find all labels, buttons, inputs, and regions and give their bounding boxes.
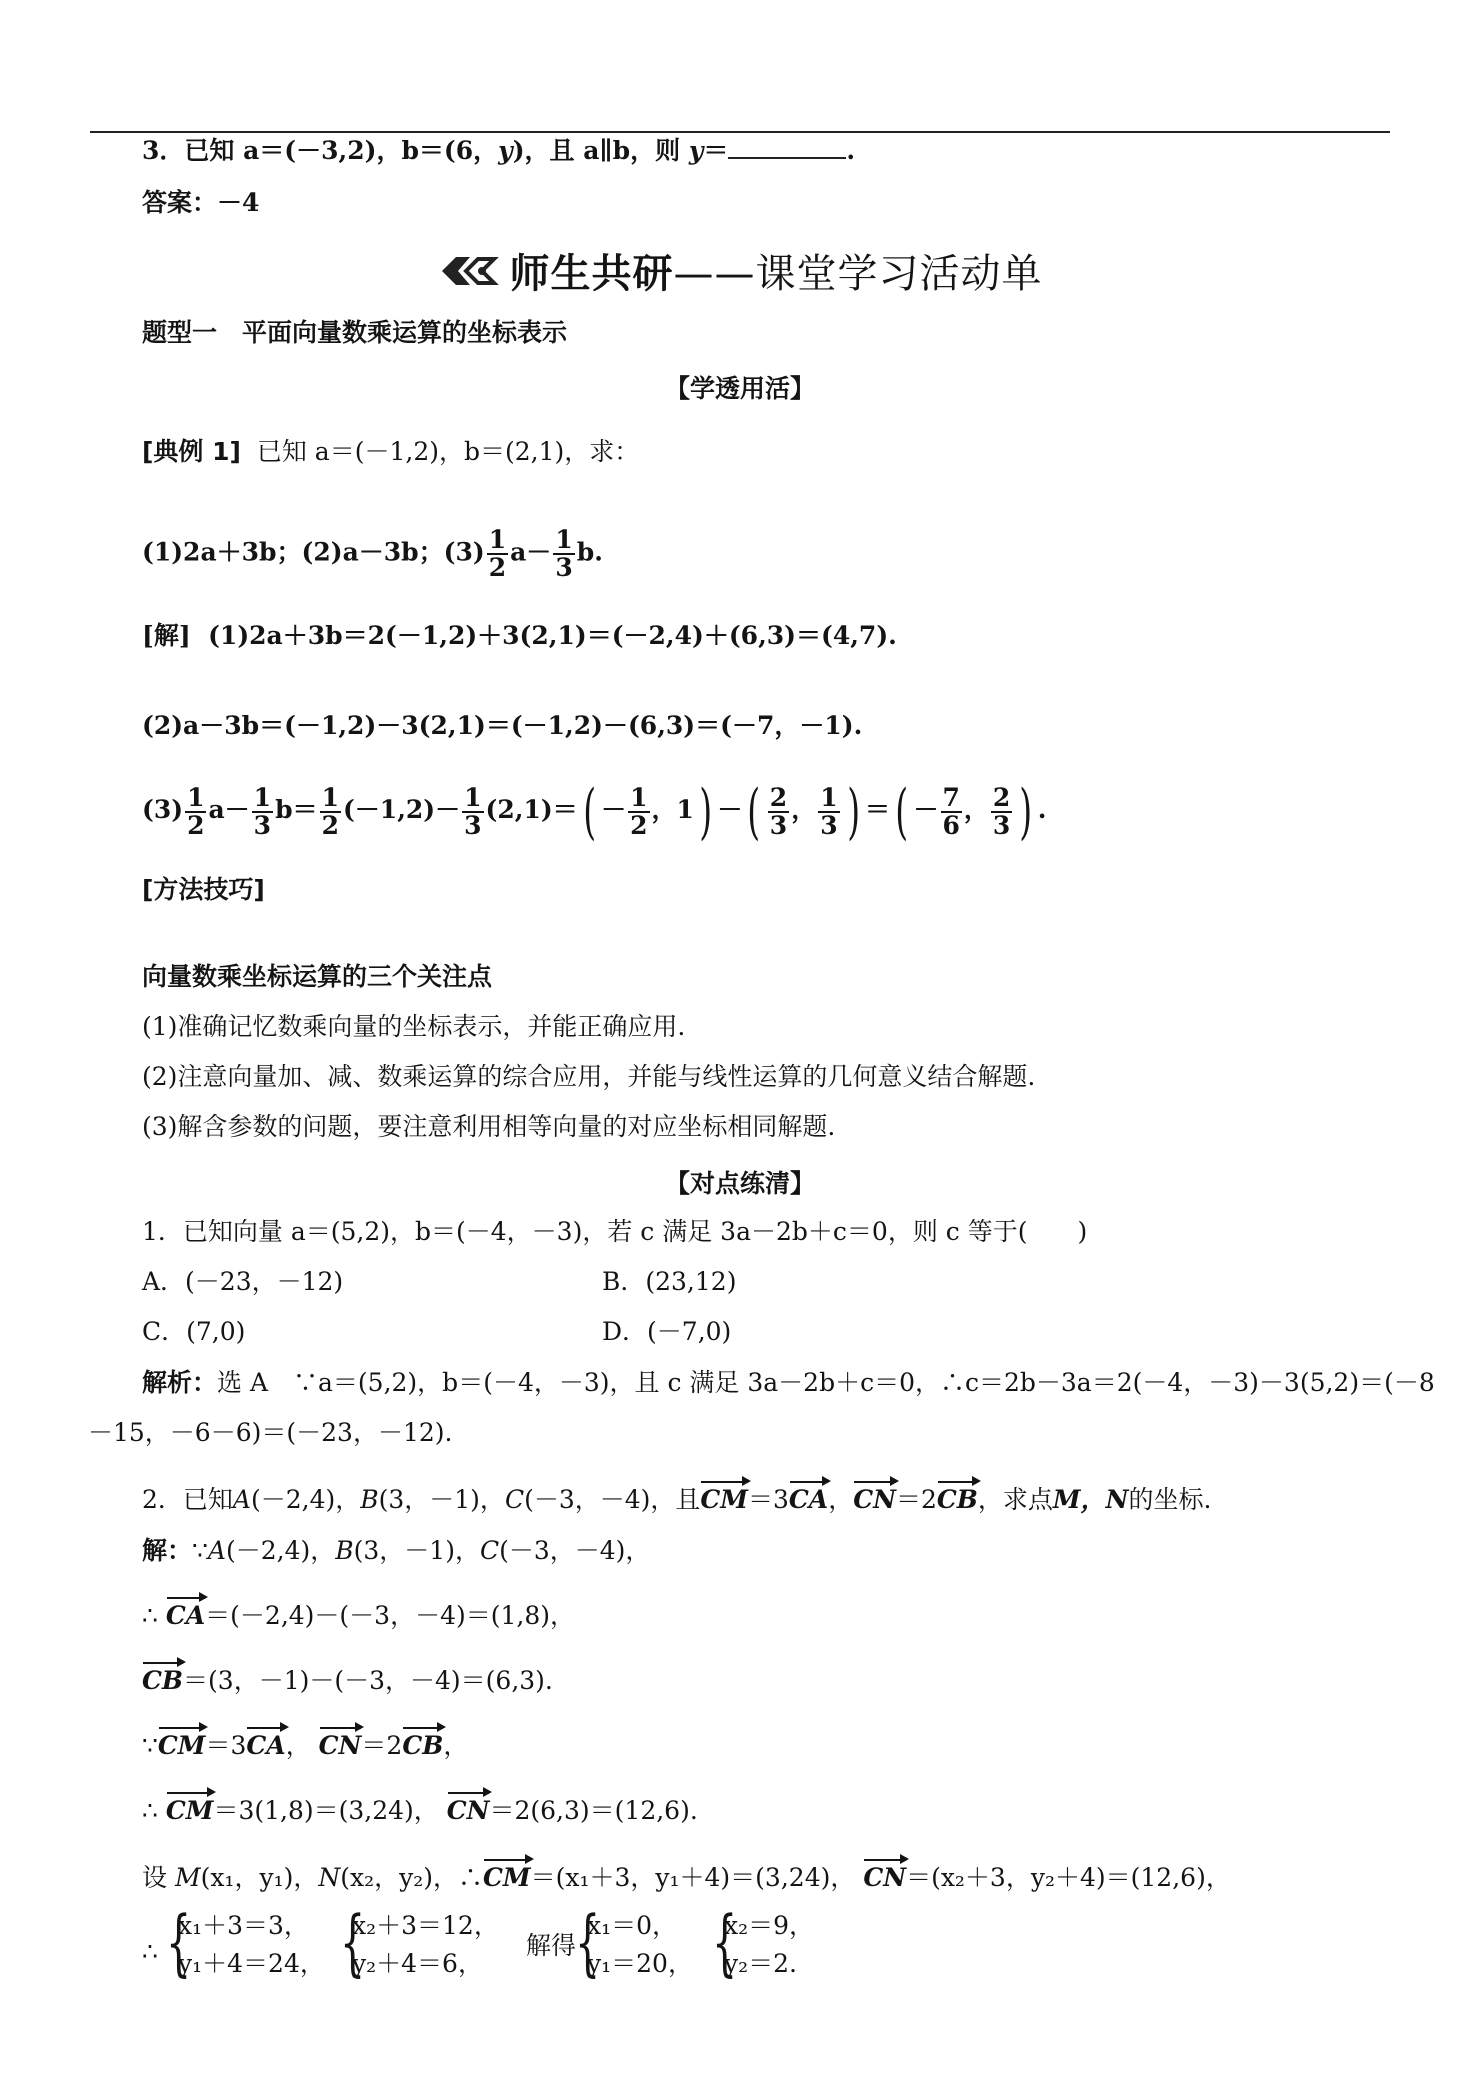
s3-p3-frac-1 xyxy=(941,782,962,840)
s3-frac-3 xyxy=(320,782,341,840)
system-2-row-2: y₂＋4＝6， xyxy=(352,1949,483,1978)
p2-solution-line-6 xyxy=(142,1861,1231,1895)
top-problem-end: . xyxy=(846,136,856,165)
solution-line-1 xyxy=(142,619,897,653)
s3-t4: (2,1)＝ xyxy=(485,795,578,824)
system-4 xyxy=(724,1907,814,1983)
q-frac-1-den: 2 xyxy=(488,553,507,582)
s3-p1-frac-den: 2 xyxy=(630,810,648,840)
system-2 xyxy=(352,1907,499,1983)
p2-s6-point-m: M xyxy=(174,1863,201,1892)
system-1-row-2: y₁＋4＝24， xyxy=(178,1949,325,1978)
brace-1-icon: { xyxy=(166,1900,192,1984)
p2-s6-vector-cm: CM xyxy=(483,1861,531,1895)
p1-analysis-line-2: －15，－6－6)＝(－23，－12). xyxy=(88,1418,453,1447)
s3-frac-1-num: 1 xyxy=(187,782,205,812)
system-4-row-1: x₂＝9， xyxy=(724,1911,815,1940)
p1-option-b: B．(23,12) xyxy=(602,1267,737,1296)
p2-stem-e: ＝3 xyxy=(747,1485,789,1514)
p2-s6-m-coords: (x₁，y₁)， xyxy=(200,1863,319,1892)
q-frac-1 xyxy=(487,527,508,581)
s3-p1-post: ，1 xyxy=(651,795,694,824)
p2-s6-point-n: N xyxy=(318,1863,341,1892)
system-3-row-1: x₁＝0， xyxy=(587,1911,678,1940)
s3-end: . xyxy=(1037,795,1047,824)
header-rule xyxy=(90,131,1390,133)
s3-p2-frac-2-den: 3 xyxy=(820,810,838,840)
method-item-2: (2)注意向量加、减、数乘运算的综合应用，并能与线性运算的几何意义结合解题. xyxy=(142,1062,1036,1091)
p1-stem: 1．已知向量 a＝(5,2)，b＝(－4，－3)，若 c 满足 3a－2b＋c＝0，则 c 等于( ) xyxy=(142,1217,1088,1246)
p2-s6-lead: 设 xyxy=(142,1863,168,1892)
banner-logo-icon xyxy=(438,251,500,301)
p2-s4-vector-cn: CN xyxy=(319,1729,362,1763)
p1-option-c: C．(7,0) xyxy=(142,1317,246,1346)
brace-2-icon: { xyxy=(340,1900,366,1984)
brace-4-icon: { xyxy=(712,1900,738,1984)
p2-s5-pre: ∴ xyxy=(142,1796,158,1825)
method-tag: [方法技巧] xyxy=(142,875,265,904)
p2-s1-c: (3，－1)， xyxy=(353,1536,480,1565)
s3-frac-4 xyxy=(462,782,483,840)
system-3-row-2: y₁＝20， xyxy=(587,1949,693,1978)
p2-s5-vector-cn: CN xyxy=(447,1794,490,1828)
p2-stem-a: 2．已知 xyxy=(142,1485,233,1514)
p2-s5-end: ＝2(6,3)＝(12,6). xyxy=(489,1796,698,1825)
p2-point-b: B xyxy=(360,1485,379,1514)
p2-stem-c: (3，－1)， xyxy=(378,1485,505,1514)
p2-solution-line-1 xyxy=(142,1534,650,1568)
system-prefix: ∴ xyxy=(142,1937,158,1966)
system-1-row-1: x₁＋3＝3， xyxy=(178,1911,309,1940)
p2-stem-d: (－3，－4)，且 xyxy=(524,1485,701,1514)
vector-ca: CA xyxy=(789,1483,828,1517)
top-problem-ask: y xyxy=(688,136,704,165)
p2-stem-b: (－2,4)， xyxy=(250,1485,361,1514)
s3-frac-3-den: 2 xyxy=(321,810,339,840)
p2-s2-pre: ∴ xyxy=(142,1601,158,1630)
solution-line-2: (2)a－3b＝(－1,2)－3(2,1)＝(－1,2)－(6,3)＝(－7，－1). xyxy=(142,711,863,740)
section-banner xyxy=(0,242,1480,301)
p2-s3-vector-cb: CB xyxy=(142,1664,183,1698)
top-problem-line xyxy=(142,134,855,168)
s3-op2: ＝ xyxy=(865,795,891,824)
solution-text-1: (1)2a＋3b＝2(－1,2)＋3(2,1)＝(－2,4)＋(6,3)＝(4,7). xyxy=(208,621,897,650)
s3-lead: (3) xyxy=(142,795,184,824)
q-end: b. xyxy=(576,537,603,567)
p2-s4-mid2: ＝2 xyxy=(361,1731,403,1760)
method-item-3: (3)解含参数的问题，要注意利用相等向量的对应坐标相同解题. xyxy=(142,1112,836,1141)
q-frac-2-num: 1 xyxy=(555,525,573,554)
p2-s1-d: (－3，－4)， xyxy=(499,1536,651,1565)
system-3 xyxy=(587,1907,693,1983)
system-2-row-1: x₂＋3＝12， xyxy=(352,1911,499,1940)
answer-line: 答案：－4 xyxy=(142,188,260,217)
top-problem-lead: 3．已知 a＝(－3,2)，b＝(6， xyxy=(142,136,499,165)
p2-solution-line-3 xyxy=(142,1664,553,1698)
s3-t2: b＝ xyxy=(275,795,318,824)
p2-s1-a: ∵ xyxy=(192,1536,208,1565)
p2-stem xyxy=(142,1483,1211,1517)
p2-s5-mid: ＝3(1,8)＝(3,24)， xyxy=(213,1796,439,1825)
example-stem-line xyxy=(142,435,639,469)
paren-open-3: ( xyxy=(895,776,909,847)
paren-close-2: ) xyxy=(846,776,860,847)
solution-tag: [解] xyxy=(142,621,191,650)
s3-p3-frac-1-num: 7 xyxy=(942,782,960,812)
banner-rest: ——课堂学习活动单 xyxy=(673,251,1043,297)
section-practice: 【对点练清】 xyxy=(664,1169,815,1198)
p2-s6-n-coords: (x₂，y₂)，∴ xyxy=(340,1863,484,1892)
p2-s4-vector-cm: CM xyxy=(158,1729,206,1763)
p2-s4-end: ， xyxy=(443,1731,469,1760)
solve-word: 解得 xyxy=(526,1931,577,1960)
q-frac-1-num: 1 xyxy=(488,525,507,554)
s3-frac-4-num: 1 xyxy=(464,782,482,812)
p2-s3-post: ＝(3，－1)－(－3，－4)＝(6,3). xyxy=(183,1666,553,1695)
q-frac-2-den: 3 xyxy=(555,553,573,582)
example-questions xyxy=(142,527,603,581)
banner-strong: 师生共研 xyxy=(509,251,674,297)
p2-solution-line-2 xyxy=(142,1599,575,1633)
vector-cb: CB xyxy=(937,1483,978,1517)
p1-analysis-line-1 xyxy=(142,1366,1435,1400)
top-problem-eq: ＝ xyxy=(703,136,729,165)
method-title: 向量数乘坐标运算的三个关注点 xyxy=(142,962,493,991)
s3-p2-sep: ， xyxy=(791,795,817,824)
method-item-1: (1)准确记忆数乘向量的坐标表示，并能正确应用. xyxy=(142,1012,686,1041)
s3-p1-frac xyxy=(628,782,649,840)
p1-analysis-label: 解析： xyxy=(142,1368,218,1397)
example-stem: 已知 a＝(－1,2)，b＝(2,1)，求： xyxy=(256,437,640,466)
s3-p3-frac-1-den: 6 xyxy=(942,810,960,840)
p1-analysis-text-1: 选 A ∵a＝(5,2)，b＝(－4，－3)，且 c 满足 3a－2b＋c＝0，∴c＝2b－3a＝2(－4，－3)－3(5,2)＝(－8 xyxy=(217,1368,1435,1397)
p2-s4-vector-cb: CB xyxy=(402,1729,443,1763)
p2-s2-vector-ca: CA xyxy=(166,1599,205,1633)
s3-frac-2 xyxy=(252,782,273,840)
type-title: 题型一 平面向量数乘运算的坐标表示 xyxy=(142,318,568,347)
p1-option-d: D．(－7,0) xyxy=(602,1317,732,1346)
p2-stem-g: ＝2 xyxy=(895,1485,937,1514)
s3-p2-frac-2-num: 1 xyxy=(820,782,838,812)
top-problem-mid: )，且 a∥b，则 xyxy=(512,136,681,165)
p2-stem-h: ，求点 xyxy=(977,1485,1053,1514)
p2-s6-vector-cn: CN xyxy=(863,1861,906,1895)
p2-solution-line-4 xyxy=(142,1729,468,1763)
s3-p2-frac-1 xyxy=(768,782,789,840)
s3-t3: (－1,2)－ xyxy=(342,795,461,824)
q-frac-2 xyxy=(553,527,574,581)
p2-s1-point-c: C xyxy=(479,1536,500,1565)
p2-solution-label: 解： xyxy=(142,1536,193,1565)
s3-p3-frac-2-num: 2 xyxy=(992,782,1011,812)
p2-s1-point-a: A xyxy=(207,1536,226,1565)
s3-frac-3-num: 1 xyxy=(321,782,339,812)
s3-frac-2-num: 1 xyxy=(253,782,272,812)
s3-p3-sep: ， xyxy=(963,795,989,824)
s3-p2-frac-2 xyxy=(818,782,839,840)
system-4-row-2: y₂＝2. xyxy=(724,1949,797,1978)
p1-option-a: A．(－23，－12) xyxy=(142,1267,344,1296)
p2-s6-end: ＝(x₂＋3，y₂＋4)＝(12,6)， xyxy=(906,1863,1231,1892)
paren-open-2: ( xyxy=(747,776,761,847)
p2-s4-sep: ， xyxy=(285,1731,311,1760)
s3-frac-1-den: 2 xyxy=(187,810,205,840)
p2-point-a: A xyxy=(232,1485,251,1514)
q-mid: a－ xyxy=(510,537,552,567)
s3-frac-2-den: 3 xyxy=(253,810,272,840)
answer-blank xyxy=(728,135,846,159)
p2-s1-point-b: B xyxy=(335,1536,354,1565)
p2-s2-post: ＝(－2,4)－(－3，－4)＝(1,8)， xyxy=(205,1601,576,1630)
p2-s1-b: (－2,4)， xyxy=(225,1536,336,1565)
section-learn: 【学透用活】 xyxy=(664,374,815,403)
example-tag: [典例 1] xyxy=(142,437,241,466)
s3-op1: － xyxy=(717,795,743,824)
p2-stem-i: 的坐标. xyxy=(1128,1485,1212,1514)
solution-line-3 xyxy=(142,776,1047,847)
p2-s4-vector-ca: CA xyxy=(246,1729,285,1763)
vector-cm: CM xyxy=(700,1483,748,1517)
s3-p1-pre: － xyxy=(601,795,627,824)
q-lead: (1)2a＋3b；(2)a－3b；(3) xyxy=(142,537,485,567)
s3-p3-frac-2 xyxy=(991,782,1012,840)
system-1 xyxy=(178,1907,325,1983)
s3-frac-1 xyxy=(185,782,206,840)
p2-points-mn: M，N xyxy=(1052,1485,1129,1514)
paren-close-3: ) xyxy=(1019,776,1033,847)
paren-close-1: ) xyxy=(699,776,713,847)
p2-stem-f: ， xyxy=(828,1485,854,1514)
s3-p1-frac-num: 1 xyxy=(630,782,648,812)
p2-s6-mid: ＝(x₁＋3，y₁＋4)＝(3,24)， xyxy=(530,1863,856,1892)
s3-t1: a－ xyxy=(208,795,250,824)
p2-solution-line-5 xyxy=(142,1794,698,1828)
p2-s4-mid: ＝3 xyxy=(205,1731,247,1760)
s3-p2-frac-1-den: 3 xyxy=(769,810,788,840)
p2-point-c: C xyxy=(504,1485,525,1514)
paren-open-1: ( xyxy=(582,776,596,847)
s3-p2-frac-1-num: 2 xyxy=(769,782,788,812)
brace-3-icon: { xyxy=(575,1900,601,1984)
s3-frac-4-den: 3 xyxy=(464,810,482,840)
p2-s4-pre: ∵ xyxy=(142,1731,158,1760)
s3-p3-frac-2-den: 3 xyxy=(992,810,1011,840)
p2-s5-vector-cm: CM xyxy=(166,1794,214,1828)
s3-p3-pre: － xyxy=(913,795,939,824)
vector-cn: CN xyxy=(853,1483,896,1517)
top-problem-y: y xyxy=(498,136,513,165)
